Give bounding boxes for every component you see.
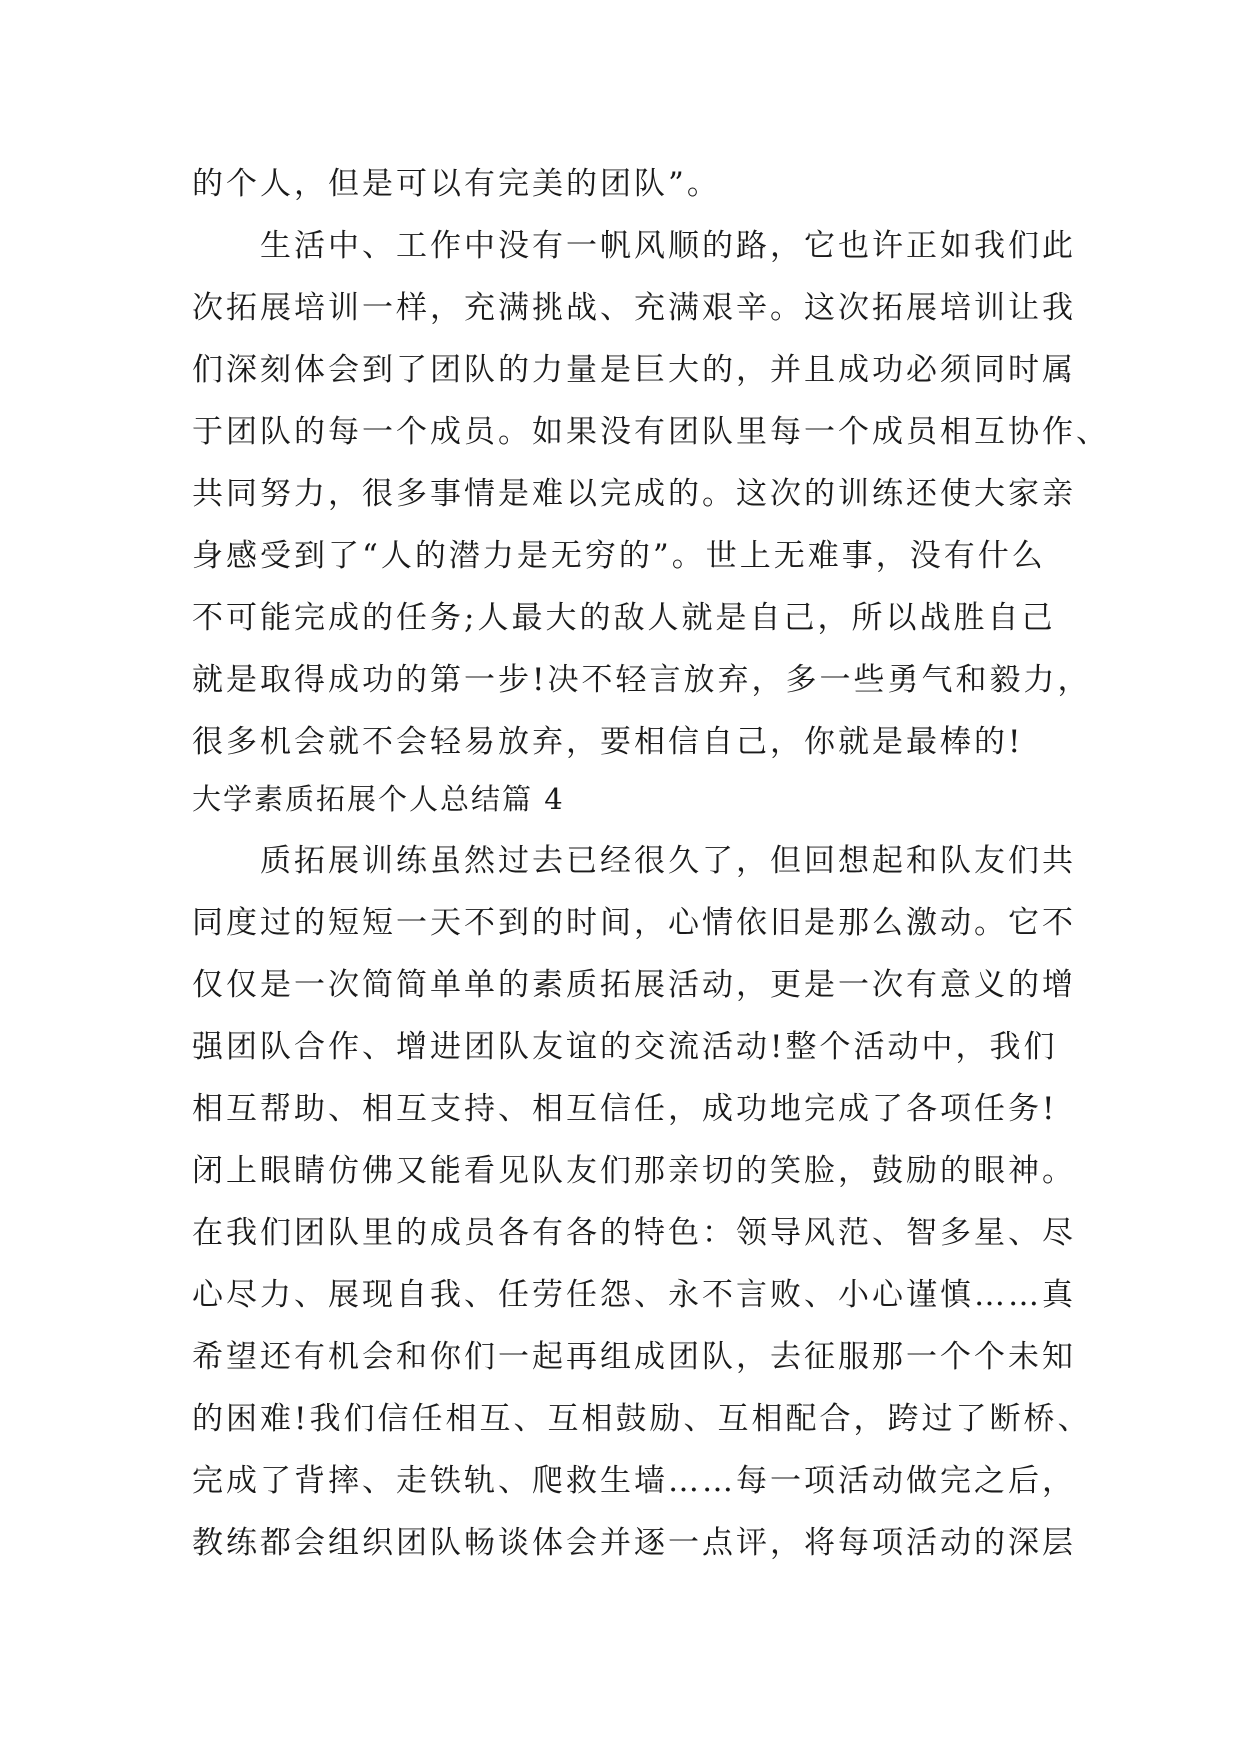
text-line: 教练都会组织团队畅谈体会并逐一点评，将每项活动的深层 [192,1525,1076,1561]
text-line: 仅仅是一次简简单单的素质拓展活动，更是一次有意义的增 [192,967,1076,1003]
text-line: 身感受到了“人的潜力是无穷的”。世上无难事，没有什么 [192,538,1046,574]
text-line: 于团队的每一个成员。如果没有团队里每一个成员相互协作、 [192,414,1110,450]
text-line: 心尽力、展现自我、任劳任怨、永不言败、小心谨慎……真 [192,1277,1076,1313]
text-line: 完成了背摔、走铁轨、爬救生墙……每一项活动做完之后， [192,1463,1076,1499]
text-line: 们深刻体会到了团队的力量是巨大的，并且成功必须同时属 [192,352,1076,388]
text-line: 不可能完成的任务;人最大的敌人就是自己，所以战胜自己 [192,600,1056,636]
text-line: 强团队合作、增进团队友谊的交流活动!整个活动中，我们 [192,1029,1058,1065]
paragraph-block-2 [192,830,1092,1574]
text-line: 共同努力，很多事情是难以完成的。这次的训练还使大家亲 [192,476,1076,512]
text-line: 在我们团队里的成员各有各的特色：领导风范、智多星、尽 [192,1215,1076,1251]
text-line: 次拓展培训一样，充满挑战、充满艰辛。这次拓展培训让我 [192,290,1076,326]
text-line: 闭上眼睛仿佛又能看见队友们那亲切的笑脸，鼓励的眼神。 [192,1153,1076,1189]
text-line: 很多机会就不会轻易放弃，要相信自己，你就是最棒的! [192,724,1024,760]
text-line: 质拓展训练虽然过去已经很久了，但回想起和队友们共 [192,843,1076,879]
text-line: 的个人，但是可以有完美的团队”。 [192,166,721,202]
text-line: 生活中、工作中没有一帆风顺的路，它也许正如我们此 [192,228,1076,264]
text-line: 希望还有机会和你们一起再组成团队，去征服那一个个未知 [192,1339,1076,1375]
text-line: 同度过的短短一天不到的时间，心情依旧是那么激动。它不 [192,905,1076,941]
paragraph-block-1 [192,153,1110,773]
section-heading: 大学素质拓展个人总结篇 4 [192,782,565,816]
text-line: 相互帮助、相互支持、相互信任，成功地完成了各项任务! [192,1091,1058,1127]
text-line: 的困难!我们信任相互、互相鼓励、互相配合，跨过了断桥、 [192,1401,1092,1437]
text-line: 就是取得成功的第一步!决不轻言放弃，多一些勇气和毅力， [192,662,1092,698]
